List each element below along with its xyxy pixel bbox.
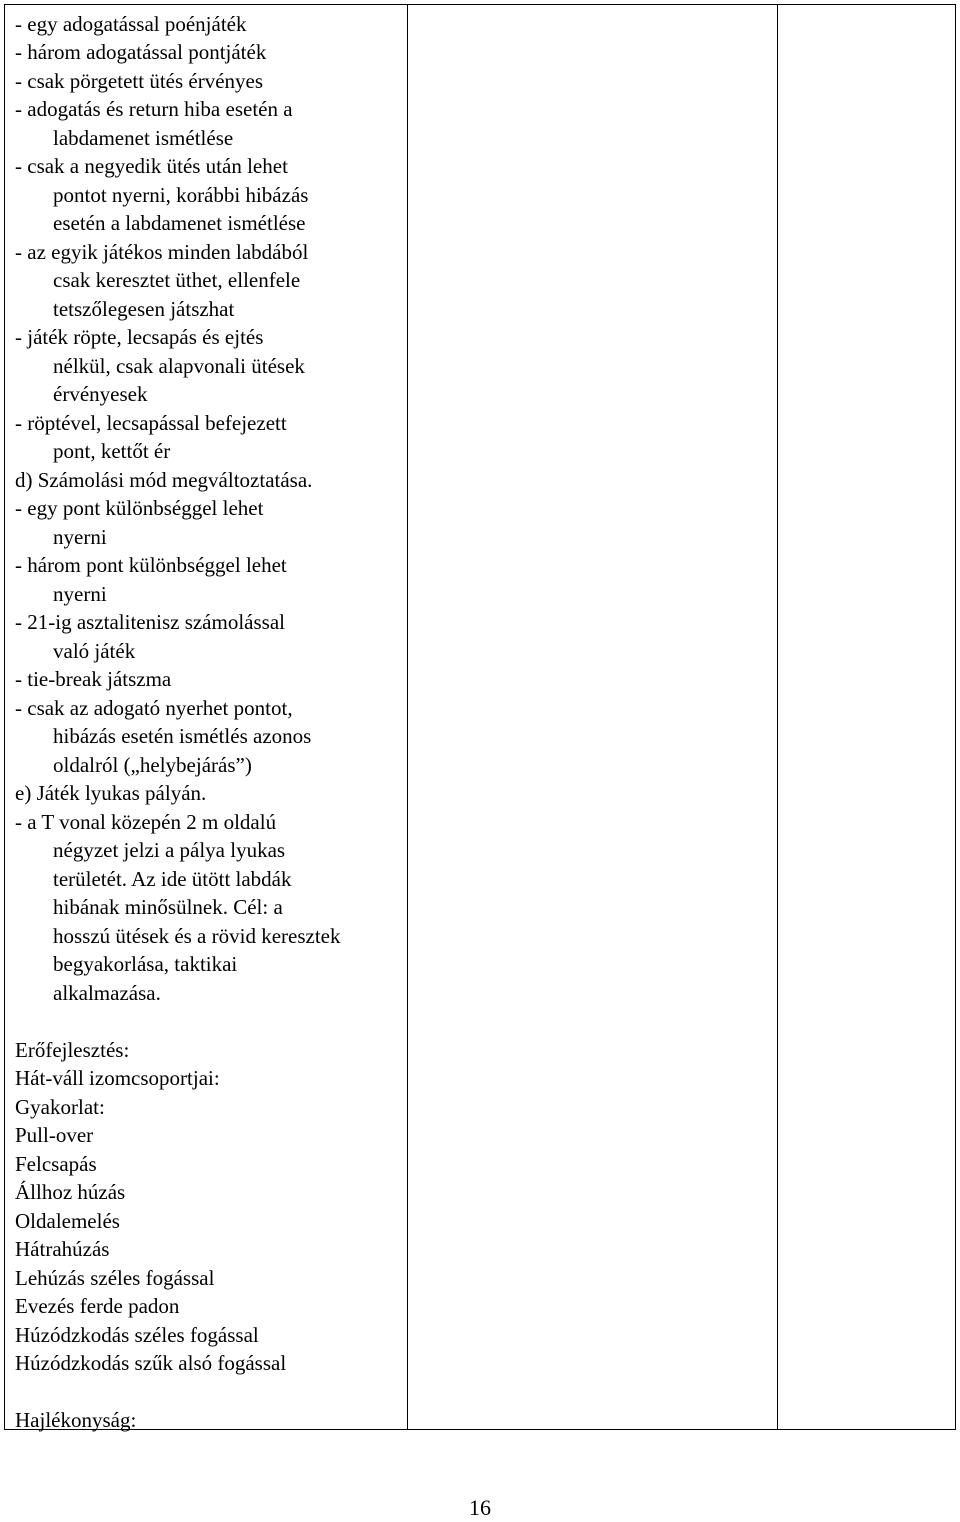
exercise-item: Evezés ferde padon: [15, 1294, 180, 1318]
list-line: nyerni: [53, 582, 107, 606]
list-line: hibázás esetén ismétlés azonos: [53, 724, 312, 748]
list-line: pontot nyerni, korábbi hibázás: [53, 183, 309, 207]
list-line: - csak pörgetett ütés érvényes: [15, 69, 264, 93]
list-line: - három pont különbséggel lehet: [15, 553, 287, 577]
exercise-item: Felcsapás: [15, 1152, 97, 1176]
section-heading: Hajlékonyság:: [15, 1408, 137, 1432]
left-column: [5, 5, 407, 1432]
list-line: - egy adogatással poénjáték: [15, 12, 247, 36]
list-line: - az egyik játékos minden labdából: [15, 240, 309, 264]
list-line: nyerni: [53, 525, 107, 549]
list-line: - csak az adogató nyerhet pontot,: [15, 696, 293, 720]
list-line: d) Számolási mód megváltoztatása.: [15, 468, 313, 492]
list-line: - tie-break játszma: [15, 667, 172, 691]
list-line: begyakorlása, taktikai: [53, 952, 238, 976]
exercise-item: Állhoz húzás: [15, 1180, 126, 1204]
column-divider: [777, 5, 778, 1429]
list-line: érvényesek: [53, 382, 148, 406]
list-line: - 21-ig asztalitenisz számolással: [15, 610, 285, 634]
list-line: - játék röpte, lecsapás és ejtés: [15, 325, 264, 349]
exercise-item: Húzódzkodás szűk alsó fogással: [15, 1351, 287, 1375]
exercise-item: Oldalemelés: [15, 1209, 120, 1233]
exercise-item: Hátrahúzás: [15, 1237, 110, 1261]
section-line: Gyakorlat:: [15, 1095, 105, 1119]
list-line: - csak a negyedik ütés után lehet: [15, 154, 288, 178]
exercise-item: Pull-over: [15, 1123, 94, 1147]
list-line: oldalról („helybejárás”): [53, 753, 252, 777]
section-heading: Erőfejlesztés:: [15, 1038, 130, 1062]
page-number: 16: [469, 1495, 491, 1520]
list-line: csak keresztet üthet, ellenfele: [53, 268, 301, 292]
exercise-item: Húzódzkodás széles fogással: [15, 1323, 259, 1347]
list-line: tetszőlegesen játszhat: [53, 297, 235, 321]
list-line: - egy pont különbséggel lehet: [15, 496, 264, 520]
list-line: labdamenet ismétlése: [53, 126, 234, 150]
list-line: - három adogatással pontjáték: [15, 40, 267, 64]
list-line: e) Játék lyukas pályán.: [15, 781, 207, 805]
section-line: Hát-váll izomcsoportjai:: [15, 1066, 220, 1090]
column-divider: [407, 5, 408, 1429]
list-line: nélkül, csak alapvonali ütések: [53, 354, 305, 378]
exercise-item: Lehúzás széles fogással: [15, 1266, 215, 1290]
list-line: pont, kettőt ér: [53, 439, 171, 463]
list-line: négyzet jelzi a pálya lyukas: [53, 838, 286, 862]
list-line: hosszú ütések és a rövid keresztek: [53, 924, 341, 948]
list-line: területét. Az ide ütött labdák: [53, 867, 292, 891]
list-line: való játék: [53, 639, 136, 663]
page-table: [4, 4, 956, 1430]
list-line: hibának minősülnek. Cél: a: [53, 895, 283, 919]
list-line: - adogatás és return hiba esetén a: [15, 97, 293, 121]
list-line: - röptével, lecsapással befejezett: [15, 411, 287, 435]
list-line: esetén a labdamenet ismétlése: [53, 211, 306, 235]
list-line: - a T vonal közepén 2 m oldalú: [15, 810, 277, 834]
list-line: alkalmazása.: [53, 981, 161, 1005]
